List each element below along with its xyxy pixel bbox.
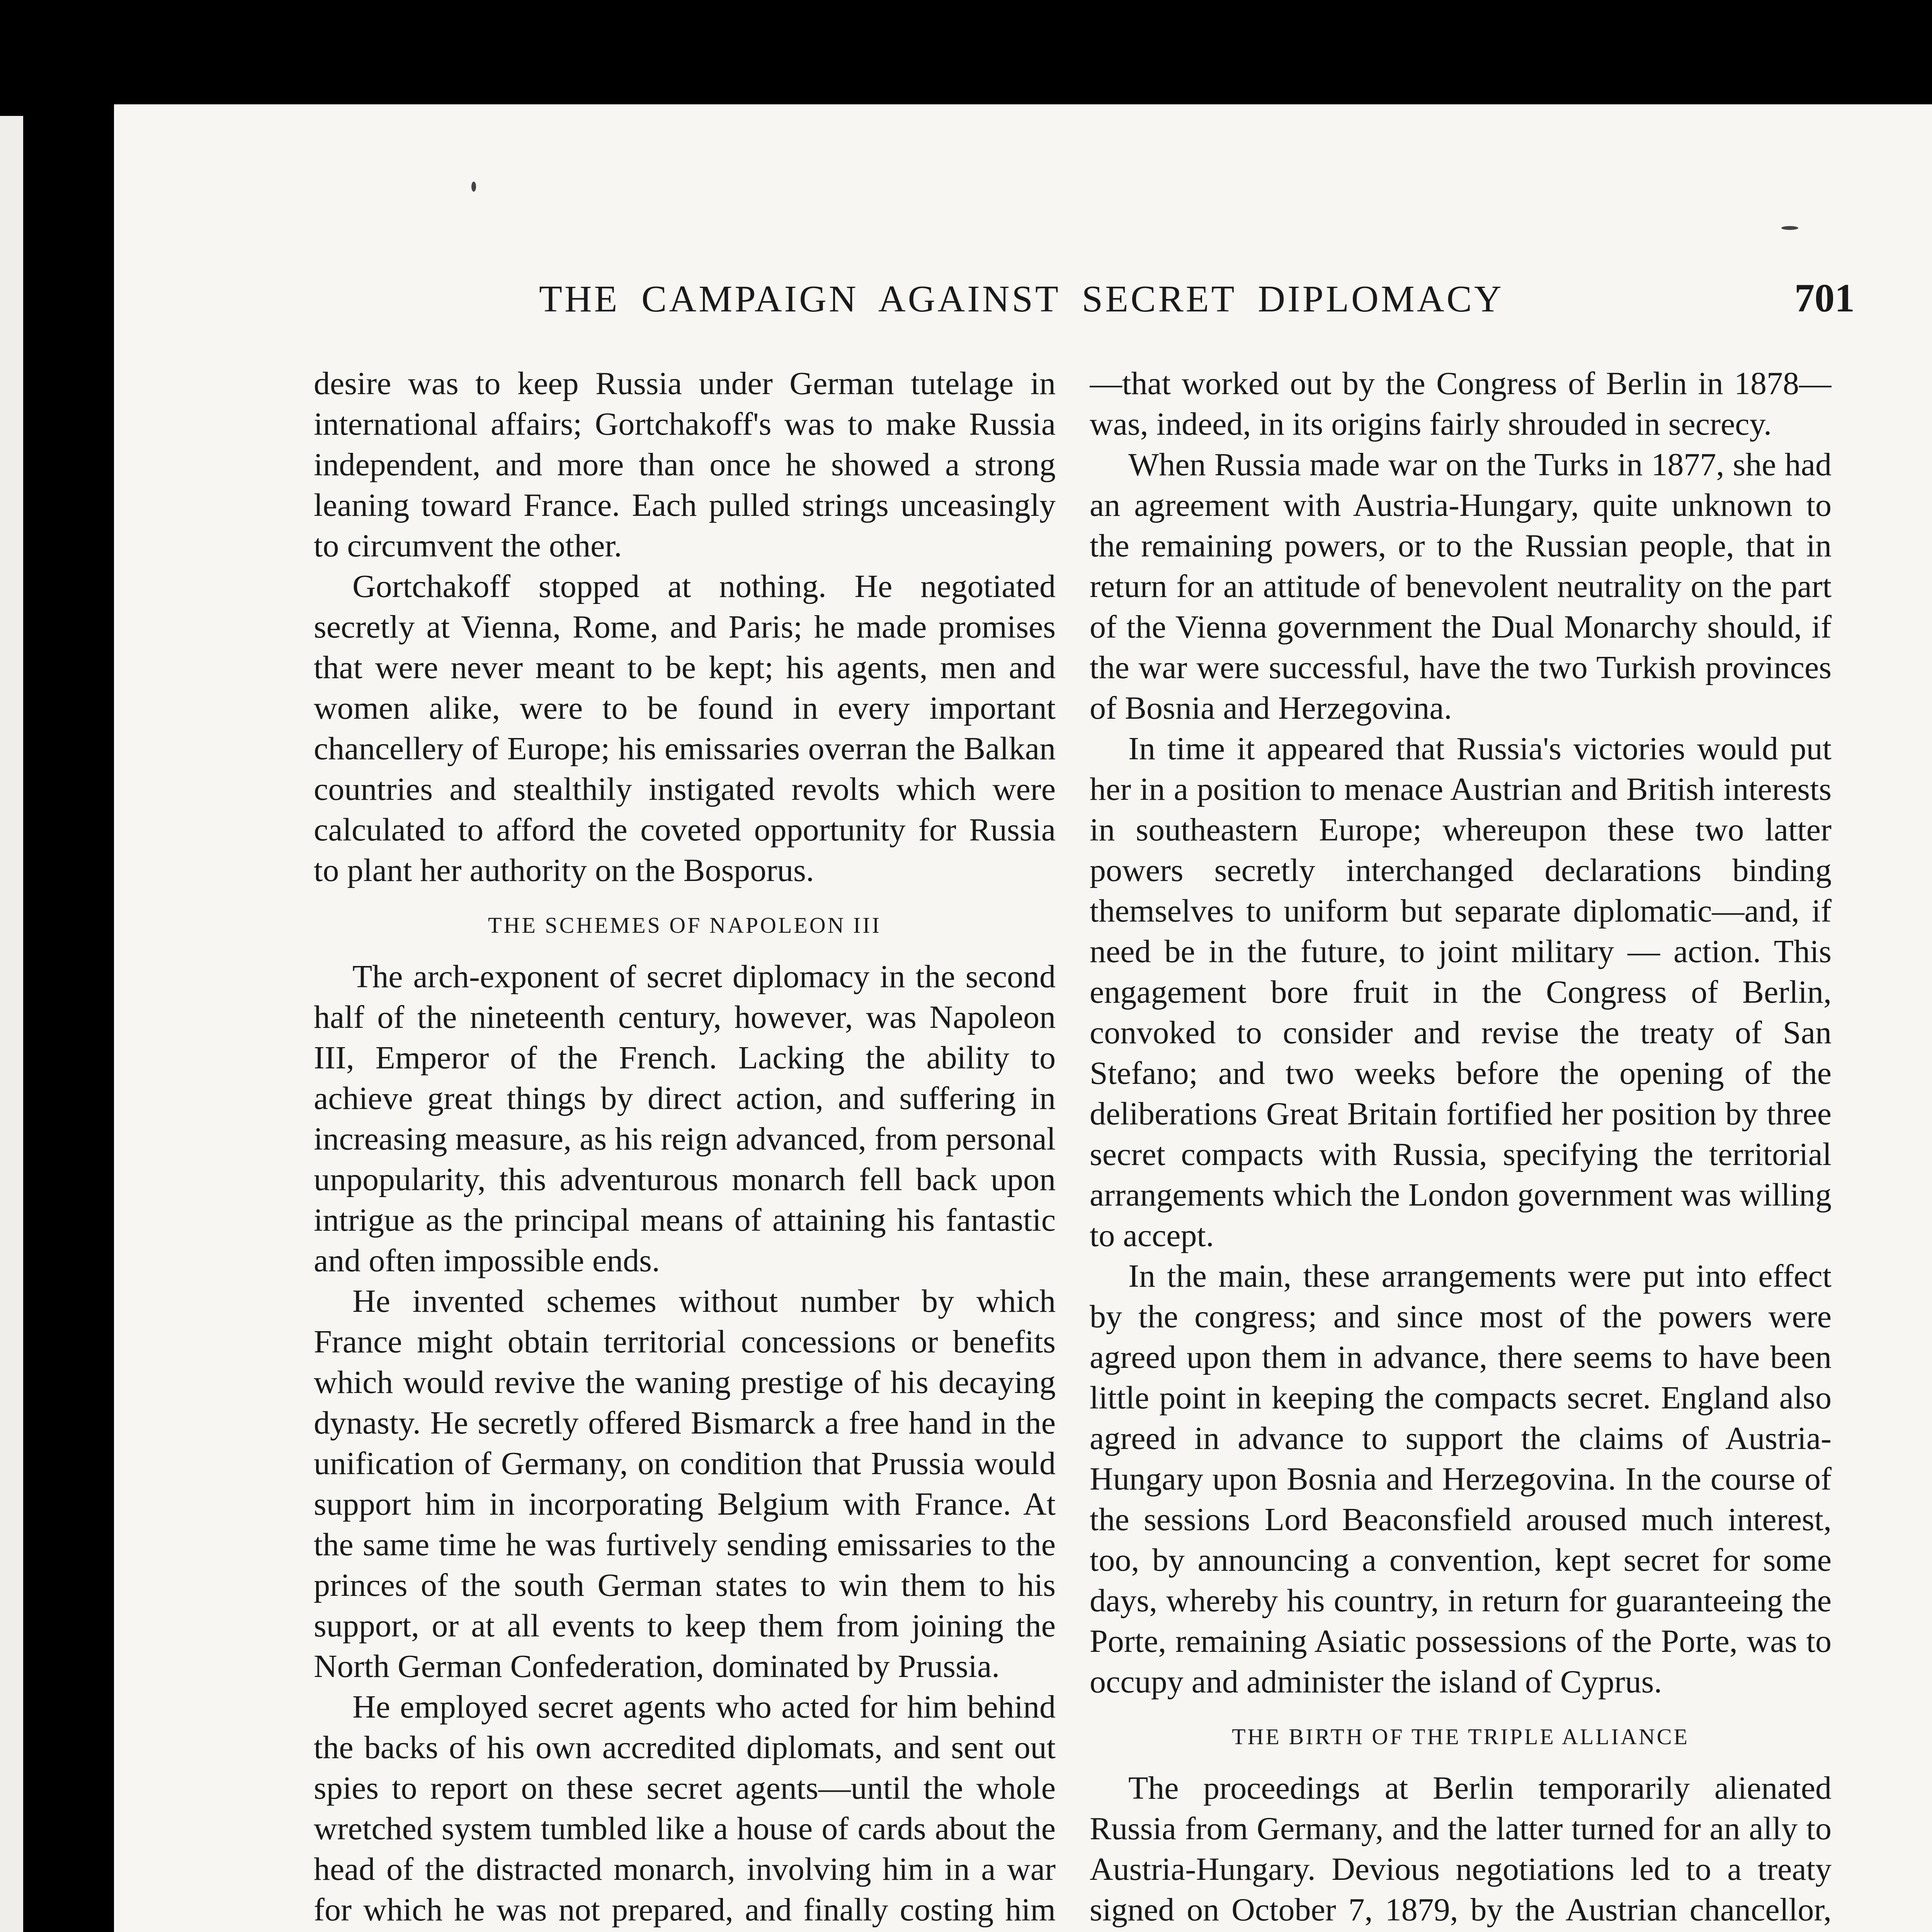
section-heading: THE BIRTH OF THE TRIPLE ALLIANCE	[1232, 1724, 1689, 1749]
left-column	[314, 363, 1056, 1932]
running-header: THE CAMPAIGN AGAINST SECRET DIPLOMACY	[539, 278, 1504, 320]
left-page-edge	[0, 116, 23, 1932]
dust-speck	[1781, 226, 1798, 230]
paragraph: In the main, these arrangements were put into effect by the congress; and since most of the powers were agreed upon them in advance, there seems to have been little point in keeping the compacts secret. England also agreed in advance to support the claims of Austria-Hungary upon Bosnia and Herzegovina. In the course of the sessions Lord Beaconsfield aroused much interest, too, by announcing a convention, kept secret for some days, whereby his country, in return for guaranteeing the Porte, remaining Asiatic possessions of the Porte, was to occupy and administer the island of Cyprus.	[1090, 1258, 1832, 1700]
paragraph: desire was to keep Russia under German tutelage in international affairs; Gortchakoff's was to make Russia independent, and more than once he showed a strong leaning toward France. Each pulled strings unceasingly to circumvent the other.	[314, 366, 1056, 564]
paragraph: The arch-exponent of secret diplomacy in the second half of the nineteenth century, however, was Napoleon III, Emperor of the French. Lacking the ability to achieve great things by direct action, and suffering in increasing measure, as his reign advanced, from personal unpopularity, this adventurous monarch fell back upon intrigue as the principal means of attaining his fantastic and often impossible ends.	[314, 959, 1056, 1279]
paragraph: Gortchakoff stopped at nothing. He negotiated secretly at Vienna, Rome, and Paris; he made promises that were never meant to be kept; his agents, men and women alike, were to be found in every important chancellery of Europe; his emissaries overran the Balkan countries and stealthily instigated revolts which were calculated to afford the coveted opportunity for Russia to plant her authority on the Bosporus.	[314, 568, 1056, 888]
dust-speck	[471, 182, 476, 192]
paragraph: When Russia made war on the Turks in 1877, she had an agreement with Austria-Hungary, quite unknown to the remaining powers, or to the Russian people, that in return for an attitude of benevolent neutrality on the part of the Vienna government the Dual Monarchy should, if the war were successful, have the two Turkish provinces of Bosnia and Herzegovina.	[1090, 447, 1832, 726]
right-column	[1090, 363, 1832, 1932]
section-heading: THE SCHEMES OF NAPOLEON III	[488, 913, 881, 938]
paragraph: —that worked out by the Congress of Berlin in 1878—was, indeed, in its origins fairly shrouded in secrecy.	[1090, 366, 1832, 442]
page-number: 701	[1794, 276, 1855, 320]
paragraph: In time it appeared that Russia's victories would put her in a position to menace Austrian and British interests in southeastern Europe; whereupon these two latter powers secretly interchanged declarations binding themselves to uniform but separate diplomatic—and, if need be in the future, to joint military — action. This engagement bore fruit in the Congress of Berlin, convoked to consider and revise the treaty of San Stefano; and two weeks before the opening of the deliberations Great Britain fortified her position by three secret compacts with Russia, specifying the territorial arrangements which the London government was willing to accept.	[1090, 731, 1832, 1253]
paragraph: He employed secret agents who acted for him behind the backs of his own accredited diplomats, and sent out spies to report on these secret agents—until the whole wretched system tumbled like a house of cards about the head of the distracted monarch, involving him in a war for which he was not prepared, and finally costing him	[314, 1689, 1056, 1928]
paragraph: The proceedings at Berlin temporarily alienated Russia from Germany, and the latter turned for an ally to Austria-Hungary. Devious negotiations led to a treaty signed on October 7, 1879, by the Austrian chancellor,	[1090, 1770, 1832, 1928]
paragraph: He invented schemes without number by which France might obtain territorial concessions or benefits which would revive the waning prestige of his decaying dynasty. He secretly offered Bismarck a free hand in the unification of Germany, on condition that Prussia would support him in incorporating Belgium with France. At the same time he was furtively sending emissaries to the princes of the south German states to win them to his support, or at all events to keep them from joining the North German Confederation, dominated by Prussia.	[314, 1283, 1056, 1684]
